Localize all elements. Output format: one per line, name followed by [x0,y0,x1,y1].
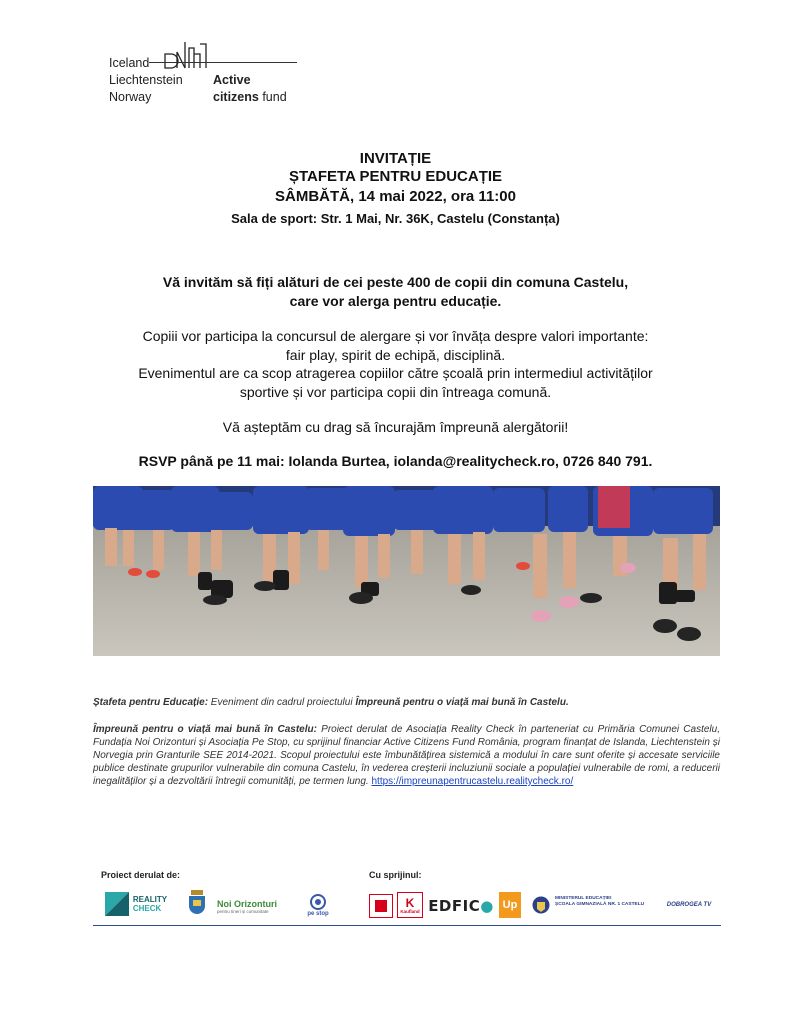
footnote-event-lead: Ștafeta pentru Educație: [93,697,209,708]
up-logo: Up [499,892,521,918]
reality-text: REALITY [132,895,168,904]
project-website-link[interactable]: https://impreunapentrucastelu.realitycheck.ro/ [371,776,574,787]
ministry-emblem-icon [531,894,551,916]
intro-line-2: care vor alerga pentru educație. [289,293,502,309]
ministry-line-1: MINISTERUL EDUCAȚIEI [555,896,612,901]
runners-photo [93,486,720,656]
closing-line: Vă așteptăm cu drag să încurajăm împreună alergătorii! [222,419,569,435]
details-line-2: fair play, spirit de echipă, disciplină. [285,347,506,363]
rsvp-line: RSVP până pe 11 mai: Iolanda Burtea, iolanda@realitycheck.ro, 0726 840 791. [138,453,653,469]
check-text: CHECK [132,904,162,913]
edfico-logo [428,894,494,918]
kaufland-text: Kaufland [400,908,420,914]
logo-iceland: Iceland [109,56,150,70]
dobrogea-tv-logo: DOBROGEA TV [666,902,712,908]
active-citizens-fund-logo [109,40,309,112]
logo-norway: Norway [109,90,152,104]
details-line-3: Evenimentul are ca scop atragerea copiilor către școală prin intermediul activităților [138,365,653,381]
footnote-project-lead: Împreună pentru o viață mai bună în Castelu: [93,724,317,735]
reality-check-icon [105,892,129,916]
ministry-school-text [555,896,655,908]
footnote-project-text: Proiect derulat de Asociația Reality Check în parteneriat cu Primăria Comunei Castelu, Fundația Noi Orizonturi și Asociația Pe Stop, cu sprijinul financiar Active Citizens Fund România, program finanțat de Islanda, Liechtenstein și Norvegia prin Granturile SEE 2014-2021. Scopul proiectului este îmbunătățirea sistemică a modului în care sunt oferite și accesate serviciile publice destinate grupurilor vulnerabile din comuna Castelu, în vederea creșterii incluziunii sociale a populației vulnerabile de romi, a reducerii inegalităților și a dezvoltării întregii comunități, pe termen lung. [93,724,720,787]
logo-citizens: citizens [213,90,259,104]
footnote-project [93,723,720,788]
pe-stop-text: pe stop [307,911,329,917]
event-name: ȘTAFETA PENTRU EDUCAȚIE [288,168,503,185]
pe-stop-icon [309,893,327,911]
label-project-by: Proiect derulat de: [101,870,181,880]
noi-orizonturi-tagline: pentru tineri și comunitate [217,908,269,914]
ministry-line-2: ȘCOALA GIMNAZIALĂ NR. 1 CASTELU [555,902,645,907]
logo-countries [109,55,183,106]
edfico-o-icon: ● [480,897,494,915]
support-red-icon [369,894,393,918]
castelu-coat-of-arms-icon [187,888,207,918]
noi-orizonturi-text: Noi Orizonturi [217,898,277,909]
logo-fund: fund [258,90,287,104]
event-date: SÂMBĂTĂ, 14 mai 2022, ora 11:00 [275,188,516,205]
invitation-title: INVITAȚIE [359,150,432,167]
logo-active: Active [213,73,251,87]
reality-check-logo [101,890,171,918]
noi-orizonturi-logo [217,894,297,918]
event-venue: Sala de sport: Str. 1 Mai, Nr. 36K, Castelu (Constanța) [231,211,560,226]
edfico-text: EDFIC [428,897,481,915]
pe-stop-logo [303,888,333,922]
details-line-1: Copiii vor participa la concursul de alergare și vor învăța despre valori importante: [142,328,649,344]
details-line-4: sportive și vor participa copii din întreaga comună. [239,384,552,400]
kaufland-k-icon: K [405,895,415,910]
logo-fund-name [213,72,287,106]
intro-line-1: Vă invităm să fiți alături de cei peste 400 de copii din comuna Castelu, [162,274,629,290]
logo-liechtenstein: Liechtenstein [109,73,183,87]
footnote-event-project: Împreună pentru o viață mai bună în Castelu. [355,697,569,708]
footnote-event-text: Eveniment din cadrul proiectului [208,697,356,708]
label-supported-by: Cu sprijinul: [369,870,422,880]
kaufland-logo [397,892,423,918]
sponsor-strip [93,870,721,926]
footnote-event [93,696,720,709]
